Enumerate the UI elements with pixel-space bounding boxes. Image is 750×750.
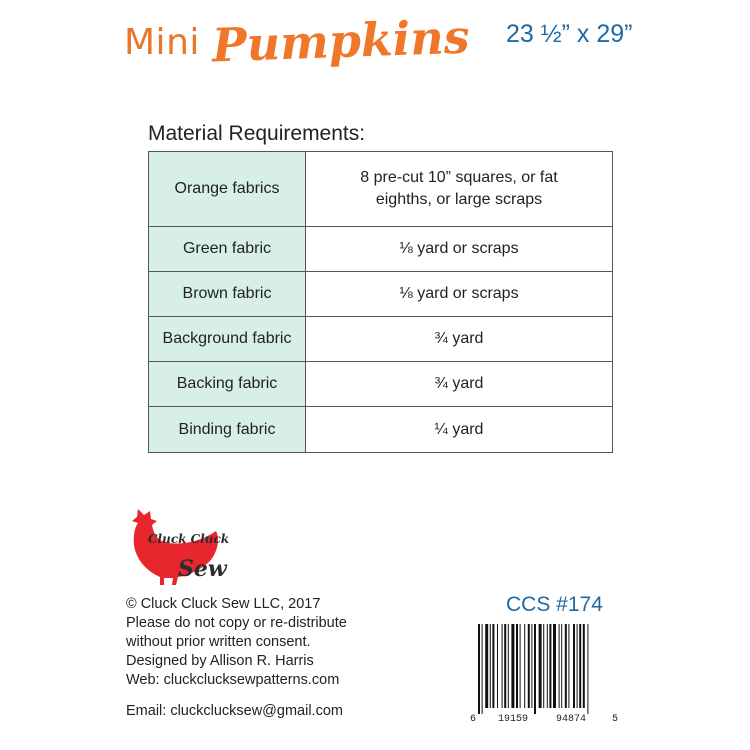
- table-row: [149, 362, 613, 407]
- barcode: [470, 624, 620, 728]
- email-line: Email: cluckclucksew@gmail.com: [126, 703, 343, 719]
- logo-text-bottom: Sew: [178, 556, 227, 582]
- table-row: [149, 407, 613, 453]
- designer-line: Designed by Allison R. Harris: [126, 653, 314, 669]
- barcode-bar: [531, 624, 532, 708]
- material-name: Background fabric: [149, 317, 306, 362]
- barcode-digit: 5: [612, 714, 619, 725]
- barcode-bar: [502, 624, 503, 708]
- barcode-bar: [587, 624, 588, 714]
- materials-table: [148, 151, 613, 453]
- barcode-bar: [490, 624, 491, 708]
- barcode-bar: [528, 624, 530, 708]
- barcode-bar: [583, 624, 585, 708]
- barcode-bar: [561, 624, 562, 708]
- barcode-bar: [497, 624, 498, 708]
- table-row: [149, 227, 613, 272]
- title-prefix: Mini: [124, 22, 200, 63]
- page-title: Pumpkins: [211, 9, 471, 73]
- barcode-bar: [539, 624, 542, 708]
- barcode-bar: [511, 624, 514, 708]
- material-name: Binding fabric: [149, 407, 306, 453]
- web-line: Web: cluckclucksewpatterns.com: [126, 672, 340, 688]
- barcode-bar: [565, 624, 567, 708]
- barcode-bars-icon: [470, 624, 620, 714]
- material-amount: ⅛ yard or scraps: [306, 227, 613, 272]
- footer-info: [126, 595, 347, 721]
- material-name: Brown fabric: [149, 272, 306, 317]
- barcode-bar: [485, 624, 488, 708]
- barcode-bar: [577, 624, 578, 708]
- barcode-bar: [547, 624, 548, 708]
- material-name: Green fabric: [149, 227, 306, 272]
- logo-text-top: Cluck Cluck: [148, 532, 230, 546]
- material-amount: [306, 152, 613, 227]
- materials-heading: Material Requirements:: [148, 122, 366, 145]
- barcode-bar: [534, 624, 536, 714]
- table-row: [149, 152, 613, 227]
- material-amount: ⅛ yard or scraps: [306, 272, 613, 317]
- barcode-digit-group: 94874: [556, 714, 587, 725]
- barcode-bar: [549, 624, 551, 708]
- barcode-bar: [478, 624, 480, 714]
- barcode-bar: [520, 624, 521, 708]
- barcode-digit-group: 19159: [498, 714, 529, 725]
- barcode-digit: 6: [470, 714, 477, 725]
- barcode-bar: [579, 624, 581, 708]
- barcode-bar: [573, 624, 575, 708]
- barcode-bar: [482, 624, 483, 714]
- copyright-line: © Cluck Cluck Sew LLC, 2017: [126, 596, 321, 612]
- material-amount: ¾ yard: [306, 317, 613, 362]
- barcode-bar: [516, 624, 518, 708]
- notice-line: without prior written consent.: [126, 634, 311, 650]
- notice-line: Please do not copy or re-distribute: [126, 615, 347, 631]
- material-amount: ¼ yard: [306, 407, 613, 453]
- table-row: [149, 272, 613, 317]
- barcode-bar: [504, 624, 506, 708]
- barcode-bar: [524, 624, 525, 708]
- product-code: CCS #174: [506, 593, 603, 616]
- barcode-bar: [508, 624, 509, 708]
- barcode-bar: [568, 624, 569, 708]
- barcode-bar: [492, 624, 494, 708]
- barcode-bar: [543, 624, 544, 708]
- quilt-size: 23 ½” x 29”: [506, 20, 633, 48]
- material-amount: ¾ yard: [306, 362, 613, 407]
- table-row: [149, 317, 613, 362]
- material-name: Backing fabric: [149, 362, 306, 407]
- material-name: Orange fabrics: [149, 152, 306, 227]
- barcode-bar: [559, 624, 560, 708]
- material-amount-text: 8 pre-cut 10” squares, or fat eighths, or large scraps: [360, 169, 558, 208]
- barcode-bar: [553, 624, 556, 708]
